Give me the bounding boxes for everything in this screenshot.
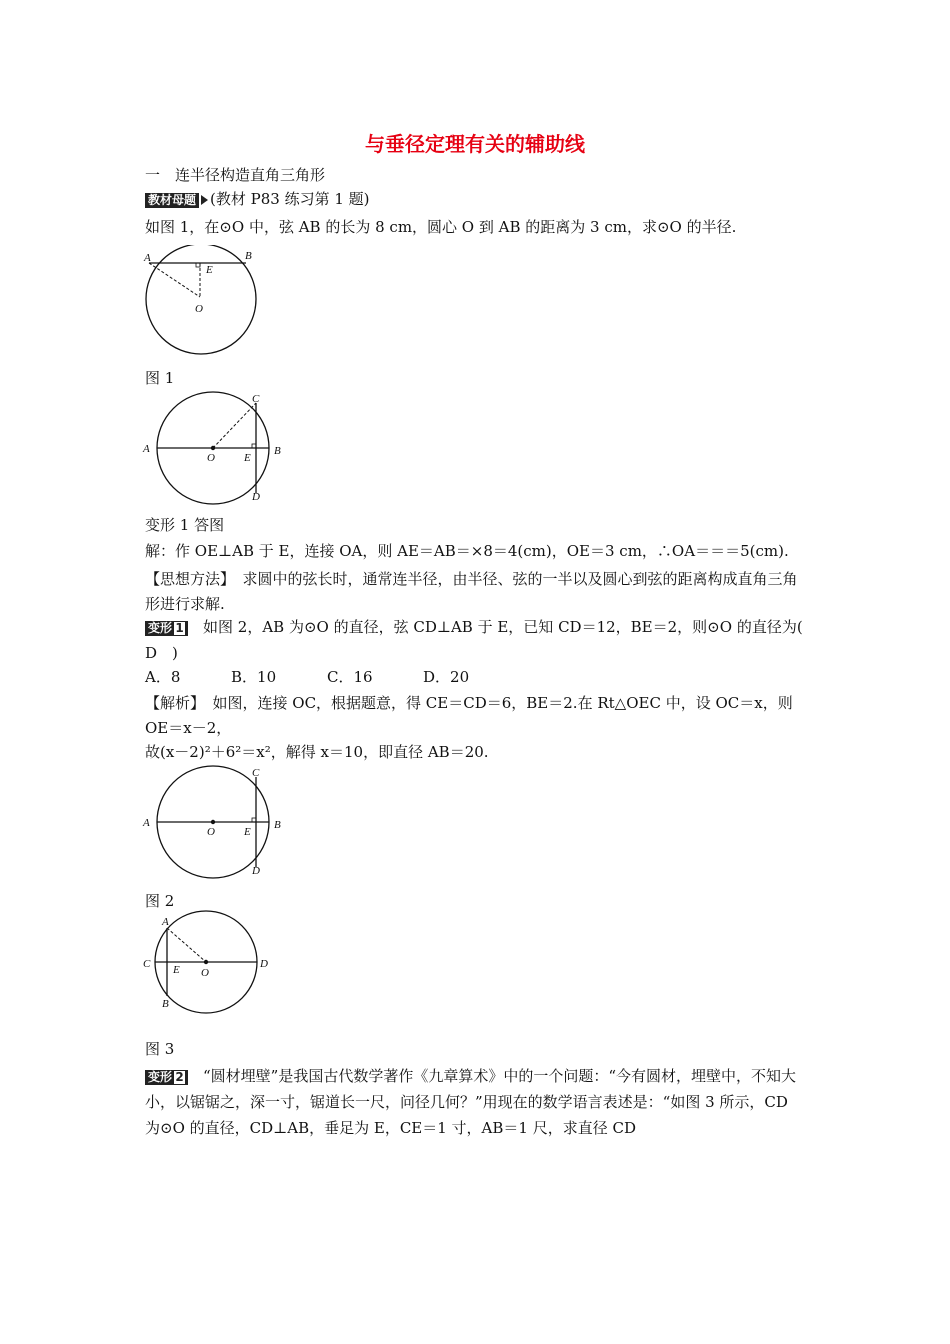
figv1-label-c: C [252, 393, 260, 405]
fig2-label-b: B [274, 819, 281, 831]
fig3-oa [167, 928, 206, 962]
figv1-center-dot [211, 446, 215, 450]
option-b: B．10 [231, 668, 277, 686]
fig2-label-e: E [244, 826, 251, 838]
fig1-label-a: A [144, 252, 151, 264]
option-d: D．20 [423, 668, 470, 686]
variant1-badge [145, 621, 188, 636]
option-a: A．8 [145, 668, 181, 686]
variant1-options [145, 667, 469, 687]
fig2-label-c: C [252, 767, 260, 779]
figv1-label-a: A [143, 443, 150, 455]
mother-problem: 如图 1，在⊙O 中，弦 AB 的长为 8 cm，圆心 O 到 AB 的距离为 3 cm，求⊙O 的半径. [145, 218, 737, 236]
figv1-label-d: D [252, 491, 260, 503]
fig2-label-a: A [143, 817, 150, 829]
fig1-label-e: E [206, 264, 213, 276]
figv1-label-o: O [207, 452, 215, 464]
variant1-badge-label: 变形 [148, 620, 173, 635]
fig2-center-dot [211, 820, 215, 824]
play-triangle-icon [201, 195, 208, 205]
figv1-oc [213, 403, 256, 448]
variant2-badge-label: 变形 [148, 1069, 173, 1084]
option-c: C．16 [327, 668, 373, 686]
figure-1 [140, 245, 260, 357]
variant1-question [145, 614, 818, 666]
fig3-label-o: O [201, 967, 209, 979]
fig3-center-dot [204, 960, 208, 964]
variant2-badge-num: 2 [175, 1069, 184, 1084]
fig3-label-e: E [173, 964, 180, 976]
fig1-oa [149, 263, 200, 297]
variant2-badge [145, 1070, 188, 1085]
fig1-label-o: O [195, 303, 203, 315]
method-text: 【思想方法】 求圆中的弦长时，通常连半径，由半径、弦的一半以及圆心到弦的距离构成直角三角形进行求解. [145, 570, 798, 613]
variant1-badge-num: 1 [175, 620, 184, 635]
fig3-caption: 图 3 [145, 1040, 175, 1058]
figure-variant1-answer [140, 390, 290, 505]
fig2-label-d: D [252, 865, 260, 877]
fig2-label-o: O [207, 826, 215, 838]
mother-problem-header [145, 189, 370, 209]
mother-source: (教材 P83 练习第 1 题) [210, 190, 370, 208]
solution-text: 解：作 OE⊥AB 于 E，连接 OA，则 AE＝AB＝×8＝4(cm)，OE＝3 cm，∴OA＝＝＝5(cm). [145, 542, 789, 560]
fig1-circle [146, 245, 256, 354]
figv1-label-e: E [244, 452, 251, 464]
variant1-question-text: 如图 2，AB 为⊙O 的直径，弦 CD⊥AB 于 E，已知 CD＝12，BE＝2，则⊙O 的直径为( D ) [145, 618, 818, 662]
fig3-label-c: C [143, 958, 151, 970]
variant2-text: “圆材埋壁”是我国古代数学著作《九章算术》中的一个问题：“今有圆材，埋壁中，不知大小，以锯锯之，深一寸，锯道长一尺，问径几何？”用现在的数学语言表述是：“如图 3 所示，CD 为⊙O 的直径，CD⊥AB，垂足为 E，CE＝1 寸，AB＝1 尺，求直径 CD [145, 1067, 797, 1137]
fig3-label-b: B [162, 998, 169, 1010]
figure-3 [140, 910, 280, 1015]
variant1-analysis-equation: 故(x－2)²＋6²＝x²，解得 x＝10，即直径 AB＝20. [145, 743, 489, 761]
mother-badge: 教材母题 [145, 193, 199, 208]
variant1-analysis: 【解析】 如图，连接 OC，根据题意，得 CE＝CD＝6，BE＝2.在 Rt△OEC 中，设 OC＝x，则 OE＝x－2， [145, 694, 793, 737]
fig3-label-a: A [162, 916, 169, 928]
figv1-label-b: B [274, 445, 281, 457]
figv1-caption: 变形 1 答图 [145, 516, 225, 534]
page-title: 与垂径定理有关的辅助线 [365, 132, 585, 156]
fig2-caption: 图 2 [145, 892, 175, 910]
figure-2 [140, 764, 290, 879]
fig1-caption: 图 1 [145, 369, 175, 387]
fig1-label-b: B [245, 250, 252, 262]
variant2-text-block [145, 1063, 807, 1141]
fig3-label-d: D [260, 958, 268, 970]
section-heading: 一 连半径构造直角三角形 [145, 166, 326, 184]
